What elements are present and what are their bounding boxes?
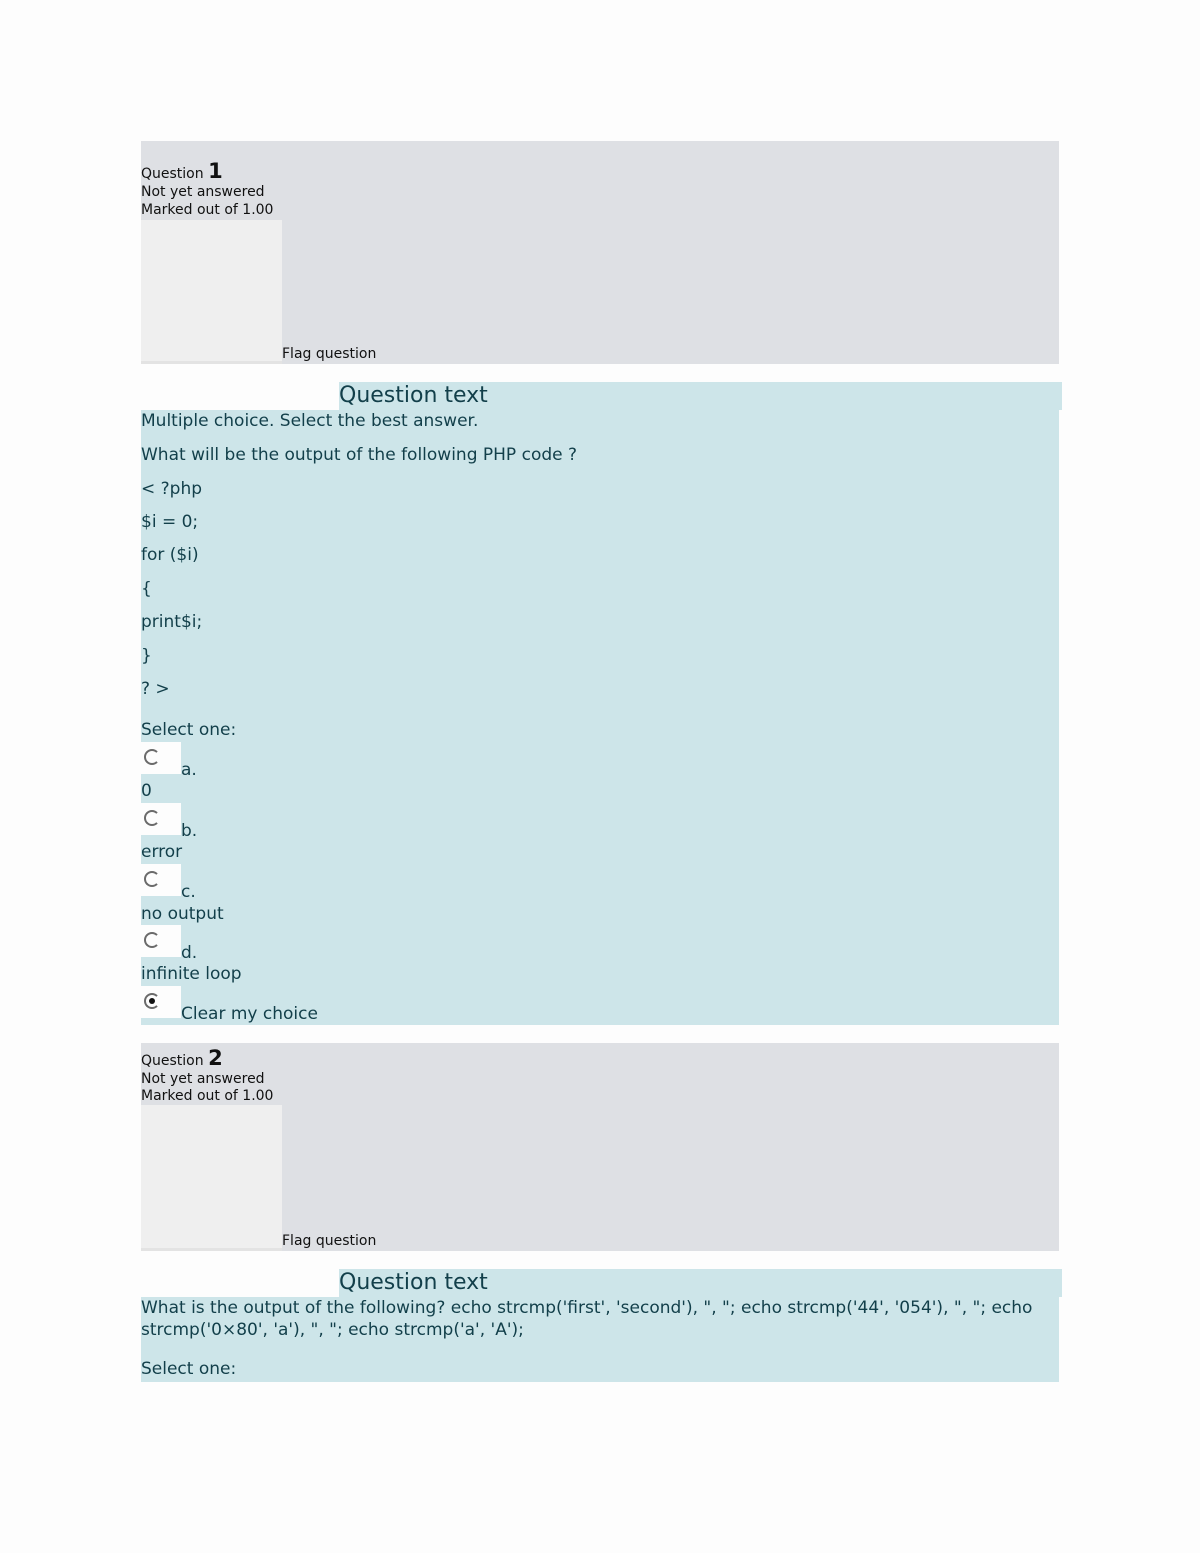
- option-text[interactable]: 0: [141, 781, 152, 801]
- code-line: ? >: [141, 679, 170, 699]
- option-letter: a.: [181, 760, 197, 780]
- answer-option-b[interactable]: [141, 803, 181, 835]
- code-line: < ?php: [141, 479, 203, 499]
- question-text-heading: Question text: [339, 1269, 1062, 1297]
- question-label: Question: [141, 1053, 204, 1069]
- answer-option-d[interactable]: [141, 925, 181, 957]
- question-label: Question: [141, 166, 204, 182]
- code-line: {: [141, 579, 152, 599]
- option-text[interactable]: no output: [141, 904, 224, 924]
- option-letter: d.: [181, 943, 198, 963]
- radio-button[interactable]: [144, 749, 160, 765]
- question-2-info: [141, 1043, 1059, 1251]
- question-grade: Marked out of 1.00: [141, 1088, 274, 1104]
- answer-option-c[interactable]: [141, 864, 181, 896]
- radio-button[interactable]: [144, 810, 160, 826]
- question-prompt: What will be the output of the following PHP code ?: [141, 445, 578, 465]
- question-1-info: [141, 141, 1059, 364]
- code-line: print$i;: [141, 612, 203, 632]
- question-1-content: [141, 382, 1059, 1025]
- question-number-value: 2: [208, 1046, 223, 1070]
- radio-button-selected[interactable]: [144, 993, 160, 1009]
- select-one-label: Select one:: [141, 720, 237, 740]
- option-text[interactable]: infinite loop: [141, 964, 242, 984]
- select-one-label: Select one:: [141, 1359, 237, 1379]
- question-intro: Multiple choice. Select the best answer.: [141, 411, 479, 431]
- option-letter: c.: [181, 882, 196, 902]
- question-2-content: [141, 1269, 1059, 1382]
- code-line: for ($i): [141, 545, 199, 565]
- flag-question-link[interactable]: Flag question: [282, 346, 377, 362]
- clear-choice-radio[interactable]: [141, 986, 181, 1018]
- option-text[interactable]: error: [141, 842, 183, 862]
- question-text-heading: Question text: [339, 382, 1062, 410]
- flag-area: [141, 220, 282, 364]
- question-number: [141, 159, 223, 183]
- code-line: }: [141, 646, 152, 666]
- question-number: [141, 1046, 223, 1070]
- clear-my-choice[interactable]: Clear my choice: [181, 1004, 318, 1024]
- question-state: Not yet answered: [141, 1071, 265, 1087]
- question-grade: Marked out of 1.00: [141, 202, 274, 218]
- flag-question-link[interactable]: Flag question: [282, 1233, 377, 1249]
- radio-button[interactable]: [144, 932, 160, 948]
- question-number-value: 1: [208, 159, 223, 183]
- flag-area: [141, 1105, 282, 1251]
- question-state: Not yet answered: [141, 184, 265, 200]
- radio-button[interactable]: [144, 871, 160, 887]
- question-prompt: What is the output of the following? echo strcmp('first', 'second'), ", "; echo strcmp('44', '054'), ", "; echo strcmp('0×80', 'a'), ", "; echo strcmp('a', 'A');: [141, 1298, 1033, 1340]
- code-line: $i = 0;: [141, 512, 199, 532]
- option-letter: b.: [181, 821, 198, 841]
- answer-option-a[interactable]: [141, 742, 181, 774]
